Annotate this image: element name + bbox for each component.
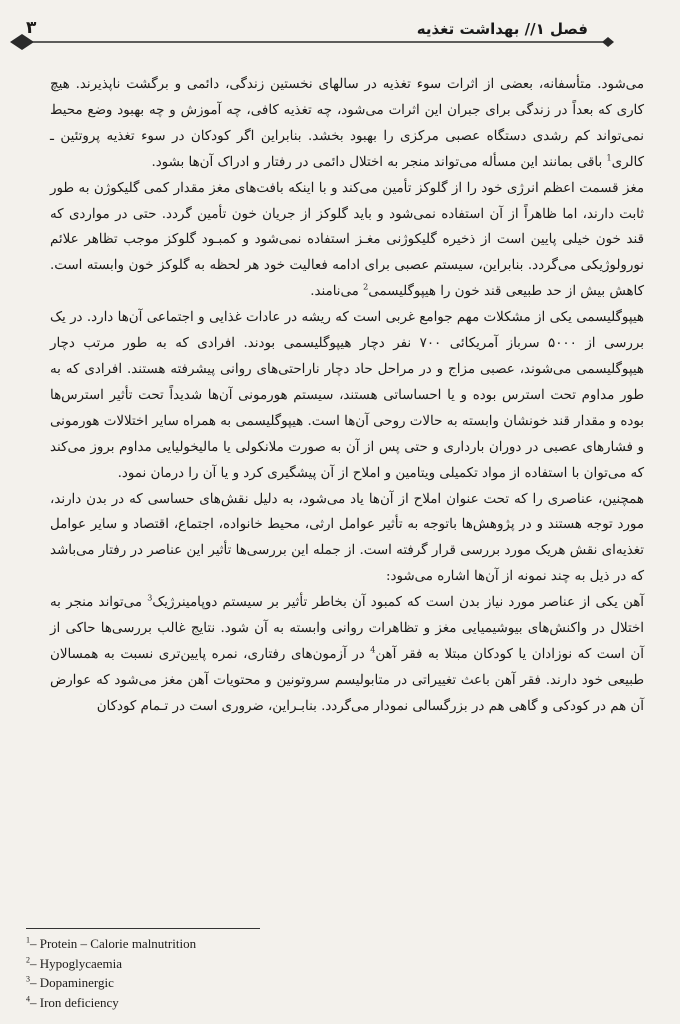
diamond-ornament-right: [602, 37, 614, 47]
footnote-text: – Iron deficiency: [30, 994, 119, 1010]
footnote-text: – Hypoglycaemia: [30, 955, 123, 971]
footnote-ref: 1: [606, 153, 612, 163]
paragraph-5: [50, 590, 644, 720]
paragraph-text: باقی بمانند این مسأله می‌تواند منجر به اختلال دائمی در رفتار و ادراک آن‌ها بشود.: [151, 154, 607, 170]
page-header: [0, 0, 680, 70]
paragraph-text: می‌شود. متأسفانه، بعضی از اثرات سوء تغذیه در سالهای نخستین زندگی، دائمی و برگشت ناپذیرند. هیچ کاری که بعداً در زندگی برای جبران این اثرات می‌شود، چه تغذیه کافی، چه آموزش و چه بهبود وضع محیط نمی‌تواند کم رشدی دستگاه عصبی مرکزی را بهبود بخشد. بنابراین اگر کودکان در سوء تغذیه پروتئین ـ کالری: [50, 77, 644, 170]
footnote-divider: [26, 928, 260, 929]
footnote-item: [26, 934, 426, 954]
paragraph-3: [50, 305, 644, 486]
body-text: [50, 72, 644, 720]
header-rule: [0, 30, 680, 50]
paragraph-text: می‌نامند.: [310, 284, 364, 300]
paragraph-4: [50, 487, 644, 591]
footnote-ref: 4: [370, 645, 376, 655]
footnote-item: [26, 993, 426, 1013]
footnote-ref: 3: [147, 593, 153, 603]
paragraph-1: [50, 72, 644, 176]
chapter-title: فصل ۱// بهداشت تغذیه: [416, 20, 588, 38]
footnote-number: 2: [26, 955, 30, 965]
footnote-item: [26, 973, 426, 993]
paragraph-text: در آزمون‌های رفتاری، نمره پایین‌تری نسبت به همسالان طبیعی خود دارند. فقر آهن باعث تغییراتی در متابولیسم سروتونین و محتویات آهن مغز می‌شود که عوارض آن هم در کودکی و گاهی هم در بزرگسالی نمودار می‌گردد. بنابـراین، ضروری است در تـمام کودکان: [50, 646, 644, 714]
footnote-text: – Dopaminergic: [30, 975, 114, 990]
footnote-item: [26, 954, 426, 974]
paragraph-text: هیپوگلیسمی یکی از مشکلات مهم جوامع غربی است که ریشه در عادات غذایی و اجتماعی آن‌ها دارد. در یک بررسی از ۵۰۰۰ سرباز آمریکائی ۷۰۰ نفر دچار هیپوگلیسمی بودند. افرادی که به طور مرتب دچار هیپوگلیسمی می‌شوند، عصبی مزاج و در مراحل حاد دچار ناراحتی‌های روانی پیشرفته هستند. افرادی که به طور مداوم تحت استرس بوده و یا احساساتی هستند، سیستم هورمونی آن‌ها شدیداً تحت تأثیر استرس‌ها بوده و مقدار قند خونشان وابسته به حالات روحی آن‌ها است. هیپوگلیسمی به همراه سایر اختلالات هورمونی و فشارهای عصبی در دوران بارداری و حتی پس از آن به صورت ملانکولی یا مالیخولیایی مداوم بروز می‌کند که می‌توان با استفاده از مواد تکمیلی ویتامین و املاح از آن پیشگیری کرد و یا آن را درمان نمود.: [50, 310, 644, 481]
footnote-number: 1: [26, 935, 30, 945]
paragraph-text: می‌تواند منجر به اختلال در واکنش‌های بیوشیمیایی مغز و تظاهرات روانی وابسته به آن شود. نتایج غالب بررسی‌ها حاکی از آن است که نوزادان یا کودکان مبتلا به فقر آهن: [50, 595, 644, 662]
page-number: ۳: [26, 18, 37, 38]
footnote-ref: 2: [363, 282, 369, 292]
footnotes: [26, 934, 426, 1012]
footnote-text: – Protein – Calorie malnutrition: [30, 936, 197, 951]
paragraph-text: آهن یکی از عناصر مورد نیاز بدن است که کمبود آن بخاطر تأثیر بر سیستم دوپامینرژیک: [152, 595, 644, 611]
paragraph-text: مغز قسمت اعظم انرژی خود را از گلوکز تأمین می‌کند و با اینکه بافت‌های مغز مقدار کمی گلیکوژن به طور ثابت دارند، اما ظاهراً از آن استفاده نمی‌شود و باید گلوکز از جریان خون تأمین گردد. حتی در مواردی که قند خون خیلی پایین است از ذخیره گلیکوژنی مغـز استفاده نمی‌شود و کمبـود گلوکز موجب تظاهر علائم نورولوژیکی می‌گردد. بنابراین، سیستم عصبی برای ادامه فعالیت خود هر لحظه به گلوکز خون وابسته است. کاهش بیش از حد طبیعی قند خون را هیپوگلیسمی: [50, 180, 644, 300]
footnote-number: 4: [26, 994, 30, 1004]
paragraph-text: همچنین، عناصری را که تحت عنوان املاح از آن‌ها یاد می‌شود، به دلیل نقش‌های حساسی که در بدن دارند، مورد توجه هستند و در پژوهش‌ها باتوجه به تأثیر عوامل ارثی، محیط خانواده، اجتماع، اقتصاد و سایر عوامل تغذیه‌ای نقش هریک مورد بررسی قرار گرفته است. از جمله این بررسی‌ها تأثیر این عناصر در رفتار می‌باشد که در ذیل به چند نمونه از آن‌ها اشاره می‌شود:: [50, 491, 644, 585]
footnote-number: 3: [26, 974, 30, 984]
paragraph-2: [50, 176, 644, 306]
